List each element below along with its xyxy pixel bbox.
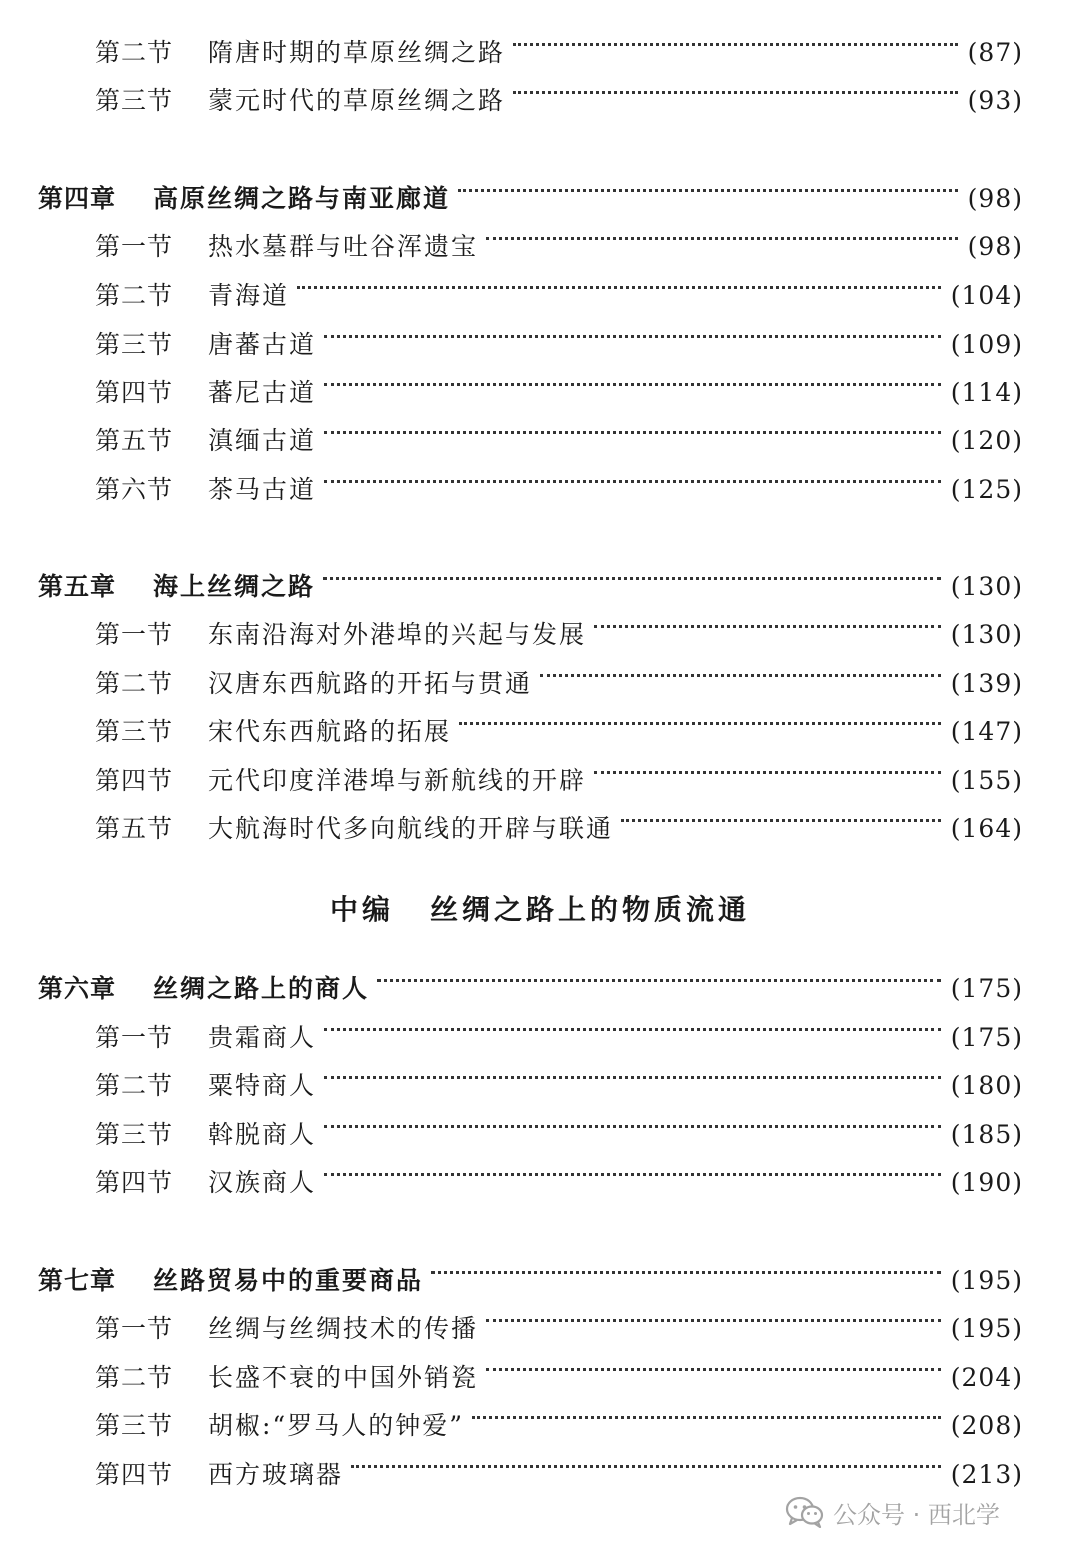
page-number: (204) [950,1363,1023,1392]
section-number: 第二节 [95,1071,174,1100]
section-number: 第一节 [95,1023,174,1052]
page-number: (93) [967,86,1023,115]
section-title: 长盛不衰的中国外销瓷 [208,1363,479,1392]
section-number: 第四节 [95,378,174,407]
section-number: 第三节 [95,1411,174,1440]
toc-section-row [95,325,1023,365]
section-number: 第三节 [95,330,174,359]
section-number: 第三节 [95,717,174,746]
toc-section-row [95,761,1023,801]
toc-section-row [95,809,1023,849]
page-number: (185) [950,1120,1023,1149]
chapter-number: 第四章 [38,184,117,213]
section-title: 大航海时代多向航线的开辟与联通 [208,814,614,843]
page-number: (190) [950,1168,1023,1197]
section-title: 唐蕃古道 [208,330,317,359]
toc-section-row [95,373,1023,413]
section-number: 第二节 [95,38,174,67]
section-number: 第一节 [95,232,174,261]
section-title: 汉唐东西航路的开拓与贯通 [208,669,533,698]
section-title: 蕃尼古道 [208,378,317,407]
dot-leader [594,771,941,774]
toc-section-row [95,1406,1023,1446]
page-number: (104) [950,281,1023,310]
chapter-number: 第七章 [38,1266,117,1295]
wechat-watermark [785,1492,1000,1532]
toc-section-row [95,1115,1023,1155]
dot-leader [324,480,941,483]
part-label: 中编 [329,893,394,926]
section-number: 第三节 [95,86,174,115]
toc-section-row [95,664,1023,704]
page-number: (155) [950,766,1023,795]
section-title: 滇缅古道 [208,426,317,455]
toc-section-row [95,33,1023,73]
toc-chapter-row [38,567,1023,607]
dot-leader [621,819,941,822]
dot-leader [513,43,958,46]
section-title: 蒙元时代的草原丝绸之路 [208,86,506,115]
dot-leader [324,335,941,338]
section-title: 青海道 [208,281,290,310]
dot-leader [324,1173,941,1176]
dot-leader [324,383,941,386]
page-number: (175) [950,1023,1023,1052]
toc-section-row [95,615,1023,655]
section-number: 第二节 [95,281,174,310]
section-number: 第三节 [95,1120,174,1149]
page-number: (114) [950,378,1023,407]
section-number: 第二节 [95,669,174,698]
dot-leader [486,1319,941,1322]
dot-leader [297,286,941,289]
section-title: 东南沿海对外港埠的兴起与发展 [208,620,587,649]
page-number: (120) [950,426,1023,455]
section-title: 茶马古道 [208,475,317,504]
page-number: (130) [950,620,1023,649]
chapter-title: 高原丝绸之路与南亚廊道 [153,184,451,213]
page-number: (164) [950,814,1023,843]
section-number: 第一节 [95,1314,174,1343]
page-number: (195) [950,1314,1023,1343]
page-number: (139) [950,669,1023,698]
section-title: 斡脱商人 [208,1120,317,1149]
dot-leader [472,1416,941,1419]
chapter-title: 海上丝绸之路 [153,572,316,601]
dot-leader [431,1271,941,1274]
wechat-icon [785,1496,825,1528]
dot-leader [540,674,941,677]
chapter-title: 丝绸之路上的商人 [153,974,370,1003]
dot-leader [486,1368,941,1371]
page-number: (175) [950,974,1023,1003]
page-number: (195) [950,1266,1023,1295]
dot-leader [486,237,958,240]
page-number: (147) [950,717,1023,746]
dot-leader [513,91,958,94]
section-number: 第六节 [95,475,174,504]
section-title: 热水墓群与吐谷浑遗宝 [208,232,479,261]
page-number: (213) [950,1460,1023,1489]
section-title: 胡椒:“罗马人的钟爱” [208,1411,464,1440]
section-title: 贵霜商人 [208,1023,317,1052]
toc-section-row [95,1018,1023,1058]
chapter-number: 第五章 [38,572,117,601]
toc-section-row [95,1358,1023,1398]
toc-chapter-row [38,179,1023,219]
page-number: (125) [950,475,1023,504]
toc-chapter-row [38,969,1023,1009]
toc-section-row [95,1309,1023,1349]
section-number: 第五节 [95,426,174,455]
dot-leader [324,1125,941,1128]
watermark-text: 公众号 · 西北学 [833,1500,1000,1529]
toc-section-row [95,227,1023,267]
section-title: 粟特商人 [208,1071,317,1100]
toc-section-row [95,470,1023,510]
page-number: (87) [967,38,1023,67]
part-title: 丝绸之路上的物质流通 [430,893,751,926]
page-number: (130) [950,572,1023,601]
section-title: 丝绸与丝绸技术的传播 [208,1314,479,1343]
section-number: 第四节 [95,1460,174,1489]
toc-chapter-row [38,1261,1023,1301]
section-title: 宋代东西航路的拓展 [208,717,452,746]
chapter-number: 第六章 [38,974,117,1003]
dot-leader [351,1465,941,1468]
section-number: 第二节 [95,1363,174,1392]
dot-leader [324,1028,941,1031]
toc-section-row [95,1455,1023,1495]
page-number: (98) [967,184,1023,213]
section-title: 汉族商人 [208,1168,317,1197]
dot-leader [377,979,941,982]
section-title: 西方玻璃器 [208,1460,344,1489]
toc-section-row [95,276,1023,316]
toc-section-row [95,1163,1023,1203]
part-heading [0,888,1080,928]
toc-section-row [95,1066,1023,1106]
page-number: (180) [950,1071,1023,1100]
toc-section-row [95,421,1023,461]
section-title: 元代印度洋港埠与新航线的开辟 [208,766,587,795]
section-number: 第四节 [95,1168,174,1197]
section-title: 隋唐时期的草原丝绸之路 [208,38,506,67]
chapter-title: 丝路贸易中的重要商品 [153,1266,424,1295]
page-number: (208) [950,1411,1023,1440]
toc-section-row [95,712,1023,752]
page-number: (98) [967,232,1023,261]
dot-leader [324,1076,941,1079]
page-number: (109) [950,330,1023,359]
section-number: 第一节 [95,620,174,649]
section-number: 第四节 [95,766,174,795]
dot-leader [324,431,941,434]
section-number: 第五节 [95,814,174,843]
dot-leader [594,625,941,628]
dot-leader [323,577,941,580]
dot-leader [458,189,958,192]
dot-leader [459,722,941,725]
toc-section-row [95,81,1023,121]
